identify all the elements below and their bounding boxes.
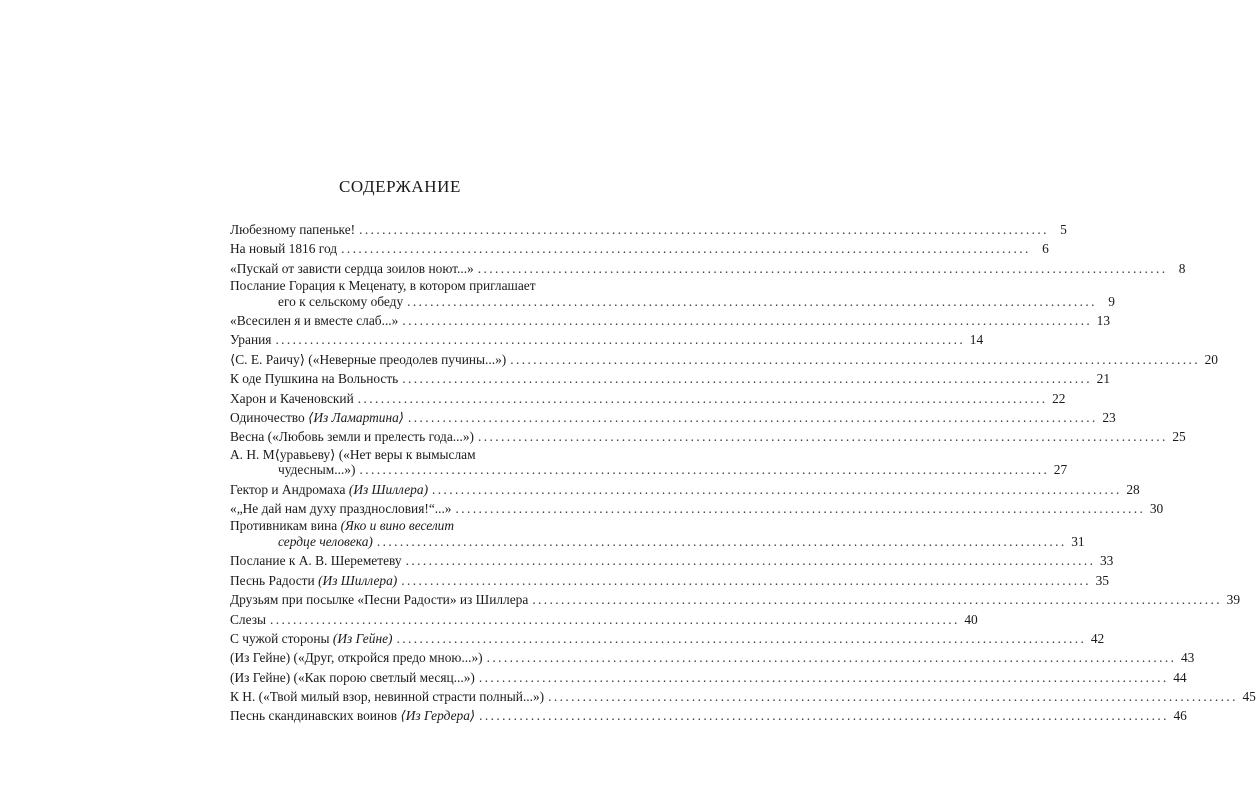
toc-entry-title-part: Послание к А. В. Шереметеву: [230, 553, 402, 569]
toc-entry-page-number: 28: [1126, 481, 1140, 497]
toc-entry: [230, 389, 1066, 408]
toc-entry-title-part: (Из Гейне) («Друг, откройся предо мною...»): [230, 650, 483, 666]
toc-entry-page-number: 20: [1204, 351, 1218, 367]
toc-entry-row: [230, 551, 1114, 570]
dot-leader: ........................................................................................................................: [455, 501, 1146, 517]
toc-entry-italic-part: ⟨Из Гердера⟩: [400, 708, 476, 724]
toc-entry-title: [230, 259, 474, 278]
toc-entry-row: [230, 499, 1164, 518]
toc-entry-title: [230, 610, 266, 629]
toc-entry-page-number: 13: [1096, 313, 1111, 329]
toc-entry: [230, 239, 1049, 258]
toc-entry-row: [230, 460, 1068, 479]
toc-entry-row: [230, 668, 1187, 687]
toc-entry-row: [230, 408, 1116, 427]
toc-entry-row: [230, 239, 1049, 258]
toc-entry: [230, 551, 1114, 570]
toc-entry-row: [230, 571, 1109, 590]
toc-entry: [230, 706, 1187, 725]
toc-entry: [230, 408, 1116, 427]
toc-entry-italic-part: ⟨Из Ламартина⟩: [308, 410, 405, 426]
toc-entry-page-number: 46: [1173, 708, 1187, 724]
toc-entry-title: [230, 499, 452, 518]
toc-entry-page-number: 9: [1108, 293, 1115, 309]
toc-entry: [230, 369, 1111, 388]
toc-entry-title: [230, 590, 528, 609]
toc-entry-title: [230, 239, 337, 258]
toc-entry-title-part: «„Не дай нам духу празднословия!“...»: [230, 501, 452, 517]
toc-entry-page-number: 5: [1060, 222, 1067, 237]
dot-leader: ........................................................................................................................: [402, 313, 1093, 329]
toc-entry-row: [230, 220, 1067, 239]
dot-leader: ........................................................................................................................: [275, 332, 966, 348]
toc-entry-title: [230, 350, 506, 369]
dot-leader: ........................................................................................................................: [341, 241, 1031, 257]
dot-leader: ........................................................................................................................: [408, 410, 1098, 426]
toc-entry-title-part: «Всесилен я и вместе слаб...»: [230, 313, 399, 329]
toc-entry-title: [230, 668, 475, 687]
toc-entry: [230, 610, 978, 629]
toc-entry-row: [230, 311, 1111, 330]
toc-entry-page-number: 21: [1096, 371, 1111, 387]
toc-entry: [230, 648, 1195, 667]
toc-entry: [230, 499, 1164, 518]
toc-entry-title: [230, 220, 355, 239]
toc-entry-title-part: Весна («Любовь земли и прелесть года...»): [230, 429, 474, 445]
toc-entry: [230, 480, 1140, 499]
toc-entry-title-part: Послание Горация к Меценату, в котором приглашает: [230, 278, 536, 294]
toc-entry-italic-part: (Из Шиллера): [318, 572, 398, 588]
toc-entry-title-part: С чужой стороны: [230, 630, 330, 646]
toc-entry-page-number: 30: [1149, 501, 1164, 517]
toc-entry-title: [230, 551, 402, 570]
toc-entry-row: [230, 292, 1115, 311]
toc-entry-page-number: 33: [1099, 553, 1114, 569]
dot-leader: ........................................................................................................................: [477, 260, 1168, 276]
toc-entry: [230, 590, 1241, 609]
toc-entry-title: [230, 706, 475, 725]
toc-entry-page-number: 27: [1053, 462, 1068, 478]
toc-entry-title: [230, 480, 428, 499]
toc-entry: [230, 220, 1067, 239]
toc-entry-title-part: Харон и Каченовский: [230, 390, 354, 406]
dot-leader: ........................................................................................................................: [359, 462, 1050, 478]
toc-entry-row: [230, 706, 1187, 725]
toc-entry-row: [230, 532, 1085, 551]
toc-entry-title: [230, 311, 398, 330]
toc-entry-page-number: 23: [1102, 410, 1116, 426]
toc-entry: [230, 629, 1105, 648]
toc-entry-row: [230, 590, 1241, 609]
toc-entry: [230, 427, 1186, 446]
toc-entry-row: [230, 330, 984, 349]
toc-entry: [230, 278, 1115, 311]
toc-entry-page-number: 14: [969, 332, 984, 348]
dot-leader: ........................................................................................................................: [479, 708, 1169, 724]
dot-leader: ........................................................................................................................: [405, 553, 1096, 569]
toc-entry: [230, 311, 1111, 330]
toc-entry-title: [230, 532, 373, 551]
toc-entry-page-number: 8: [1178, 260, 1186, 276]
toc-entry-page-number: 35: [1095, 572, 1109, 588]
page-title: СОДЕРЖАНИЕ: [338, 177, 462, 196]
dot-leader: ........................................................................................................................: [357, 390, 1048, 406]
toc-entry: [230, 668, 1187, 687]
toc-entry-title-part: его к сельскому обеду: [278, 293, 404, 309]
dot-leader: ........................................................................................................................: [376, 533, 1067, 549]
toc-entry-title-part: Слезы: [230, 611, 267, 627]
toc-entry-row: [230, 369, 1111, 388]
toc-entry: [230, 446, 1068, 480]
toc-entry-row: [230, 480, 1140, 499]
toc-entry-title-part: Урания: [230, 332, 272, 348]
toc-entry-page-number: 40: [964, 611, 978, 627]
toc-entry-title: [230, 460, 355, 479]
toc-entry-title: [230, 369, 398, 388]
dot-leader: ........................................................................................................................: [402, 371, 1093, 387]
toc-entry-row: [230, 259, 1186, 278]
toc-entry-title: [230, 648, 483, 667]
dot-leader: ........................................................................................................................: [478, 429, 1168, 445]
toc-entry-row: [230, 389, 1066, 408]
toc-entry: [230, 571, 1109, 590]
toc-entry-title-part: ⟨С. Е. Раичу⟩ («Неверные преодолев пучины...»): [230, 351, 507, 367]
dot-leader: ........................................................................................................................: [407, 293, 1097, 309]
toc-entry: [230, 259, 1186, 278]
toc-entry-title-part: А. Н. М⟨уравьеву⟩ («Нет веры к вымыслам: [230, 446, 476, 462]
toc-entry-title-part: К Н. («Твой милый взор, невинной страсти полный...»): [230, 689, 545, 705]
toc-entry-row: [230, 350, 1218, 369]
toc-entry-title: [230, 687, 544, 706]
toc-entry-page-number: 22: [1052, 390, 1066, 406]
dot-leader: ........................................................................................................................: [396, 630, 1087, 646]
toc-entry-title-part: Песнь Радости: [230, 572, 315, 588]
toc-entry-italic-part: (Яко и вино веселит: [340, 518, 455, 534]
toc-entry-page-number: 25: [1172, 429, 1186, 445]
toc-entry-page-number: 43: [1180, 650, 1195, 666]
toc-entry-page-number: 31: [1071, 533, 1085, 549]
toc-entry-title: [230, 292, 403, 311]
toc-entry-title-part: Песнь скандинавских воинов: [230, 708, 398, 724]
toc-entry-page-number: 44: [1173, 669, 1187, 685]
toc-entry-row: [230, 687, 1256, 706]
toc-entry-title-part: «Пускай от зависти сердца зоилов ноют...»: [230, 260, 474, 276]
toc-entry-title: [230, 571, 397, 590]
toc-entry: [230, 350, 1218, 369]
dot-leader: ........................................................................................................................: [548, 689, 1238, 705]
dot-leader: ........................................................................................................................: [432, 481, 1122, 497]
toc-entry-page-number: 45: [1242, 689, 1256, 705]
toc-entry: [230, 518, 1085, 551]
toc-entry-title: [230, 408, 404, 427]
dot-leader: ........................................................................................................................: [359, 222, 1049, 237]
toc-entry-italic-part: (Из Шиллера): [348, 481, 429, 497]
toc-entry-italic-part: (Из Гейне): [332, 630, 393, 646]
toc-entry: [230, 687, 1256, 706]
toc-entry-title: [230, 427, 474, 446]
toc-entry-title-part: Друзьям при посылке «Песни Радости» из Шиллера: [230, 592, 529, 608]
dot-leader: ........................................................................................................................: [270, 611, 960, 627]
dot-leader: ........................................................................................................................: [510, 351, 1200, 367]
toc-entry-title-part: (Из Гейне) («Как порою светлый месяц...»): [230, 669, 475, 685]
toc-entry-page-number: 39: [1226, 592, 1241, 608]
dot-leader: ........................................................................................................................: [486, 650, 1177, 666]
toc-entry-page-number: 42: [1090, 630, 1105, 646]
toc-entry: [230, 330, 984, 349]
toc-entry-row: [230, 648, 1195, 667]
toc-entry-title-part: Одиночество: [230, 410, 305, 426]
toc-entry-title-part: Гектор и Андромаха: [230, 481, 346, 497]
table-of-contents: [230, 220, 1256, 726]
toc-entry-title-part: чудесным...»): [278, 462, 356, 478]
toc-entry-title-part: К оде Пушкина на Вольность: [230, 371, 399, 387]
dot-leader: ........................................................................................................................: [478, 669, 1169, 685]
toc-entry-title: [230, 389, 354, 408]
toc-entry-row: [230, 427, 1186, 446]
toc-entry-title-part: На новый 1816 год: [230, 241, 338, 257]
toc-entry-title-part: Любезному папеньке!: [230, 222, 356, 237]
dot-leader: ........................................................................................................................: [401, 572, 1091, 588]
toc-entry-row: [230, 610, 978, 629]
toc-entry-row: [230, 629, 1105, 648]
toc-entry-italic-part: сердце человека): [278, 533, 373, 549]
toc-entry-title-part: Противникам вина: [230, 518, 338, 534]
toc-entry-title: [230, 330, 271, 349]
toc-entry-title: [230, 629, 393, 648]
dot-leader: ........................................................................................................................: [532, 592, 1223, 608]
toc-entry-page-number: 6: [1042, 241, 1049, 257]
